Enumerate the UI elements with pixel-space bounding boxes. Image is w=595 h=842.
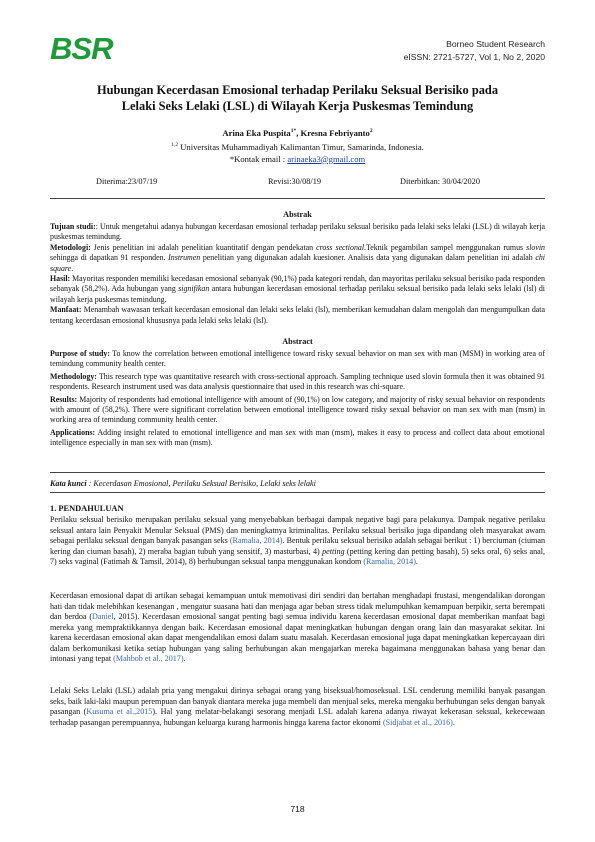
logo-text: BSR [50, 31, 113, 66]
author-1-sup: 1* [290, 128, 297, 134]
keywords-label: Kata kunci [50, 479, 87, 488]
abstrak-heading: Abstrak [283, 210, 312, 219]
journal-info [404, 38, 545, 64]
title-line-1: Hubungan Kecerdasan Emosional terhadap Perilaku Seksual Berisiko pada [96, 83, 499, 97]
author-2-sup: 2 [369, 128, 373, 134]
abstract-method: Methodology: This research type was quantitative research with cross-sectional approach. Sampling technique used slovin formula then it was obtained 91 respondents. Research instrument used was data analysis questionnaire that used in this research was chi-square. [50, 371, 545, 392]
author-names [60, 125, 535, 139]
abstrak-manfaat: Manfaat: Menambah wawasan terkait kecerdasan emosional dan lelaki seks lelaki (lsl), memberikan kemudahan dalam mengolah dan mengumpulkan data tentang kecerdasan emosional khususnya pada lelaki seks lelaki (lsl). [50, 305, 545, 325]
section-heading: 1. PENDAHULUAN [50, 504, 124, 513]
date-published: Diterbitkan: 30/04/2020 [400, 177, 480, 186]
journal-issn: eISSN: 2721-5727, Vol 1, No 2, 2020 [403, 52, 545, 62]
paragraph-3: Lelaki Seks Lelaki (LSL) adalah pria yang mengakui dirinya sebagai orang yang biseksual/homoseksual. LSL cenderung memiliki banyak pasangan seks, baik laki-laki maupun perempuan dan banyak diantara mereka juga membeli dan menjual seks, mereka mengaku berhubungan seks dengan banyak pasangan (Kusuma et al.,2015). Hal yang melatar-belakangi sesorang menjadi LSL adalah karena adanya riwayat kekerasan seksual, kekecewaan terhadap pasangan perempuannya, hubungan keluarga kurang harmonis hingga karena factor ekonomi (Sidjabat et al., 2016). [50, 686, 545, 727]
abstract-purpose: Purpose of study: To know the correlation between emotional intelligence toward risky sexual behavior on man sex with man (MSM) in working area of temindung community health center. [50, 349, 545, 369]
paragraph-1: Perilaku seksual berisiko merupakan perilaku seksual yang menyebabkan berbagai dampak negative bagi para pelakunya. Dampak negative perilaku seksual antara lain Penyakit Menular Seksual (PMS) dan meningkatnya kriminalitas. Perilaku seksual berisiko juga dipandang oleh masyarakat awam sebagai perilaku seksual dengan banyak pasangan seks (Ramalia, 2014). Bentuk perilaku seksual berisiko adalah sebagai berikut : 1) berciuman (ciuman kering dan ciuman basah), 2) meraba bagian tubuh yang sensitif, 3) masturbasi, 4) petting (petting kering dan petting basah), 5) seks oral, 6) seks anal, 7) seks vaginal (Fatimah & Tamsil, 2014), 8) berhubungan seksual tanpa menggunakan kondom (Ramalia, 2014). [50, 515, 545, 566]
citation-link[interactable]: (Mahbob et al., 2017) [113, 654, 184, 663]
abstrak-body [50, 222, 545, 326]
paper-title [60, 82, 535, 114]
bsr-logo [48, 26, 113, 66]
citation-link[interactable]: (Sidjabat et al., 2016) [382, 717, 453, 727]
divider-keywords-bottom [50, 492, 545, 493]
divider-top [50, 198, 545, 199]
affiliation [60, 139, 535, 153]
page-number: 718 [290, 804, 305, 814]
date-received: Diterima:23/07/19 [96, 177, 158, 186]
citation-link[interactable]: Kusuma et al.,2015 [86, 707, 153, 716]
date-revised: Revisi:30/08/19 [268, 177, 322, 186]
keywords-text: : Kecerdasan Emosional, Perilaku Seksual Berisiko, Lelaki seks lelaki [86, 479, 316, 488]
abstract-heading: Abstract [282, 337, 313, 346]
affiliation-sup: 1,2 [171, 141, 179, 148]
abstract-applications: Applications: Adding insight related to emotional intelligence and man sex with man (msm), makes it easy to process and collect data about emotional intelligence especially in man sex with man (msm). [50, 427, 545, 448]
abstrak-hasil: Hasil: Mayoritas responden memiliki kecedasan emosional sebanyak (90,1%) pada kategori rendah, dan mayoritas perilaku seksual berisiko pada responden sebanyak (58,2%). Ada hubungan yang signifikan antara hubungan kecerdasan emosional terhadap perilaku seksual berisiko pada lelaki seks lelaki (lsl) di wilayah kerja puskesmas temindung. [50, 274, 546, 304]
title-line-2: Lelaki Seks Lelaki (LSL) di Wilayah Kerja Puskesmas Temindung [121, 99, 474, 113]
journal-name: Borneo Student Research [446, 39, 545, 49]
authors-block [60, 125, 535, 165]
citation-link[interactable]: (Ramalia, 2014) [363, 557, 416, 566]
abstrak-metodologi: Metodologi: Jenis penelitian ini adalah penelitian kuantitatif dengan pendekatan cross sectional.Teknik pegambilan sampel menggunakan rumus slovin sehingga di dapatkan 91 responden. Instrumen penelitian yang digunakan adalah kuesioner. Analisis data yang digunakan dalam penelitian ini adalah chi square. [50, 242, 545, 273]
abstract-results: Results: Majority of respondents had emotional intelligence with amount of (90,1%) on low category, and majority of risky sexual behavior on respondents with amount of (58,2%). There were significant correlation between emotional intelligence toward risky sexual behavior on man sex with man (msm) in working area of temindung community health center. [50, 394, 545, 425]
paragraph-2: Kecerdasan emosional dapat di artikan sebagai kemampuan untuk memotivasi diri sendiri dan bertahan menghadapi frustasi, mengendalikan dorongan hati dan tidak melebihkan kesenangan , mengatur suasana hati dan menjaga agar beban stress tidak melumpuhkan kemampuan berpikir, serta berempati dan berdoa (Daniel, 2015). Kecerdasan emosional sangat penting bagi semua individu karena kecerdasan emosional dapat memberikan manfaat bagi mereka yang mempraktikkannya dengan baik. Kecerdasan emosional dapat meningkatkan hubungan dengan orang lain dan masyarakat sekitar. Ini karena kecerdasan emosional akan dapat mengendalikan emosi dalam suatu masalah. Kecerdasan emosional juga dapat meningkatkan kepercayaan diri dalam berkomunikasi ketika setiap hubungan yang saling berhubungan akan mengajarkan mereka bagaimana menggunakan bahasa yang benar dan intonasi yang tepat (Mahbob et al., 2017). [50, 591, 545, 663]
abstract-body [50, 349, 545, 449]
contact-email-link[interactable]: arinaeka3@gmail.com [287, 153, 366, 164]
affiliation-text: Universitas Muhammadiyah Kalimantan Timur, Samarinda, Indonesia. [178, 141, 424, 152]
contact [60, 153, 535, 165]
author-1: Arina Eka Puspita [222, 127, 291, 138]
citation-link[interactable]: Daniel [92, 612, 114, 621]
abstrak-tujuan: Tujuan studi:: Untuk mengetahui adanya hubungan kecerdasan emosional terhadap perilaku seksual berisiko pada lelaki seks lelaki (LSL) di wilayah kerja puskesmas temindung. [50, 222, 545, 242]
author-2: , Kresna Febriyanto [296, 127, 370, 138]
contact-label: *Kontak email : [229, 153, 288, 164]
citation-link[interactable]: (Ramalia, 2014) [229, 536, 283, 545]
divider-keywords-top [50, 472, 545, 473]
keywords [50, 479, 316, 488]
